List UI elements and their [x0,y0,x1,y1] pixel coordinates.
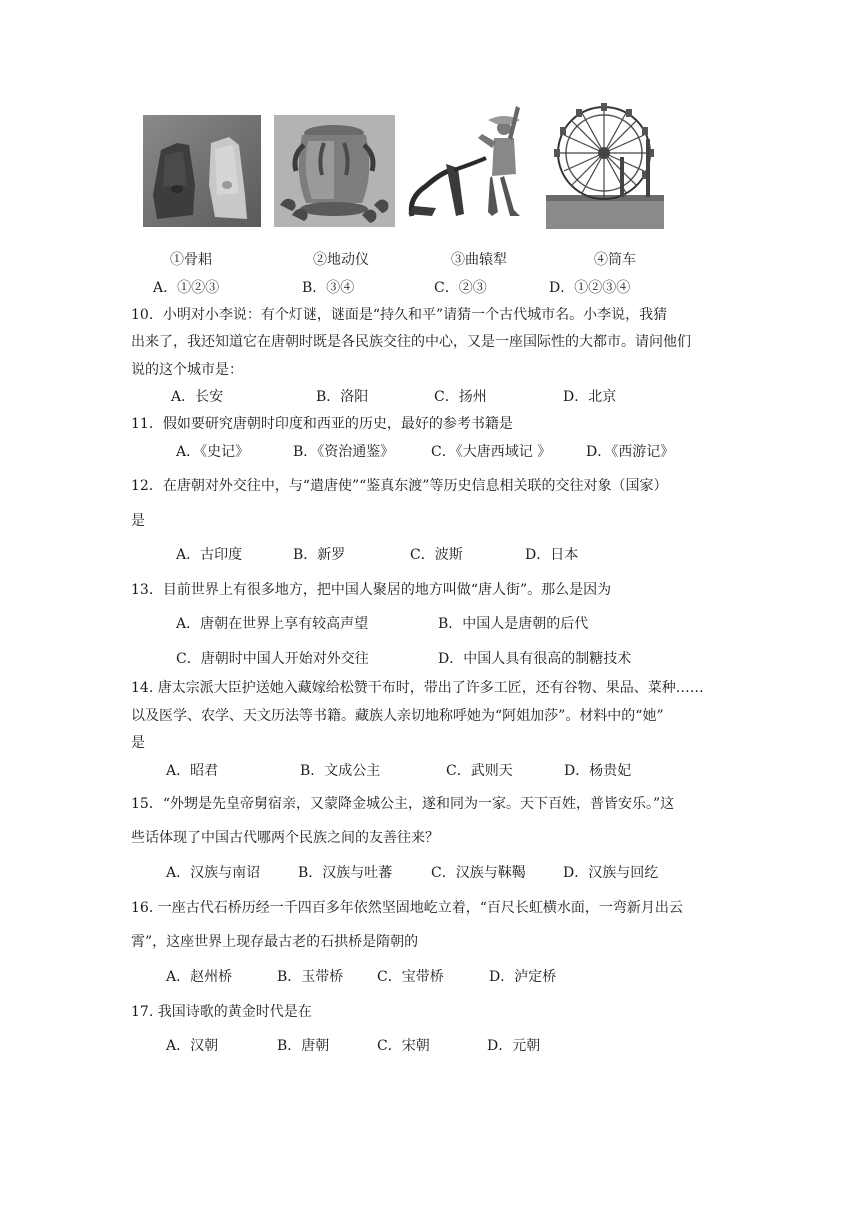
q12-option-c: C．波斯 [410,547,463,563]
q14-option-c: C．武则天 [446,763,513,779]
caption-water-wheel: ④筒车 [594,252,636,268]
q10-line-1: 10．小明对小李说：有个灯谜，谜面是“持久和平”请猜一个古代城市名。小李说，我猜 [131,307,668,323]
q12-option-a: A．古印度 [176,547,243,563]
q10-line-3: 说的这个城市是： [131,362,243,378]
q15-option-b: B．汉族与吐蕃 [298,865,393,881]
q12-option-b: B．新罗 [293,547,346,563]
q10-line-2: 出来了，我还知道它在唐朝时既是各民族交往的中心，又是一座国际性的大都市。请问他们 [131,334,691,350]
q16-option-c: C．宝带桥 [377,969,444,985]
q14-line-2: 以及医学、农学、天文历法等书籍。藏族人亲切地称呼她为“阿姐加莎”。材料中的“她” [131,708,664,724]
q16-option-a: A．赵州桥 [166,969,233,985]
q13-option-b: B．中国人是唐朝的后代 [438,616,589,632]
q13-line-1: 13．目前世界上有很多地方，把中国人聚居的地方叫做“唐人街”。那么是因为 [131,582,612,598]
q9-option-c: C．②③ [434,280,487,296]
q11-option-d: D．《西游记》 [586,444,675,460]
q15-line-2: 些话体现了中国古代哪两个民族之间的友善往来？ [131,830,439,846]
q16-line-1: 16. 一座古代石桥历经一千四百多年依然坚固地屹立着，“百尺长虹横水面，一弯新月出云 [131,900,683,916]
q16-option-b: B．玉带桥 [277,969,344,985]
q10-option-a: A．长安 [171,389,224,405]
q17-option-a: A．汉朝 [166,1038,219,1054]
q12-line-1: 12．在唐朝对外交往中，与“遣唐使”“鉴真东渡”等历史信息相关联的交往对象（国家） [131,478,668,494]
q16-line-2: 霄”，这座世界上现存最古老的石拱桥是隋朝的 [131,934,419,950]
q11-option-a: A．《史记》 [176,444,250,460]
q11-line-1: 11．假如要研究唐朝时印度和西亚的历史，最好的参考书籍是 [131,416,513,432]
q10-option-b: B．洛阳 [316,389,369,405]
q9-option-b: B．③④ [302,280,355,296]
q9-option-a: A．①②③ [153,280,220,296]
q15-option-c: C．汉族与靺鞨 [431,865,526,881]
q10-option-c: C．扬州 [434,389,487,405]
caption-bone-spade: ①骨耜 [170,252,212,268]
q17-option-d: D．元朝 [487,1038,541,1054]
q14-line-3: 是 [131,735,145,751]
caption-seismograph: ②地动仪 [313,252,369,268]
q13-option-d: D．中国人具有很高的制糖技术 [438,651,632,667]
q15-option-a: A．汉族与南诏 [166,865,261,881]
q15-line-1: 15．“外甥是先皇帝舅宿亲，又蒙降金城公主，遂和同为一家。天下百姓，普皆安乐。”这 [131,796,675,812]
caption-curved-plow: ③曲辕犁 [451,252,507,268]
q12-line-2: 是 [131,513,145,529]
q17-option-b: B．唐朝 [277,1038,330,1054]
q14-option-d: D．杨贵妃 [564,763,632,779]
q10-option-d: D．北京 [563,389,617,405]
q13-option-a: A．唐朝在世界上享有较高声望 [176,616,369,632]
curved-plow-drawing [402,98,530,226]
q14-option-b: B．文成公主 [300,763,381,779]
q11-option-c: C．《大唐西域记 》 [431,444,552,460]
q11-option-b: B．《资治通鉴》 [293,444,395,460]
q14-line-1: 14. 唐太宗派大臣护送她入藏嫁给松赞干布时，带出了许多工匠，还有谷物、果品、菜种…… [131,680,704,696]
q13-option-c: C．唐朝时中国人开始对外交往 [176,651,369,667]
seismograph-photo [274,115,395,227]
bone-spade-photo [143,115,261,227]
q12-option-d: D．日本 [525,547,579,563]
q17-line-1: 17. 我国诗歌的黄金时代是在 [131,1004,312,1020]
q9-option-d: D．①②③④ [549,280,631,296]
q17-option-c: C．宋朝 [377,1038,430,1054]
q14-option-a: A．昭君 [166,763,219,779]
q15-option-d: D．汉族与回纥 [563,865,659,881]
water-wheel-photo [546,99,664,229]
q16-option-d: D．泸定桥 [489,969,557,985]
